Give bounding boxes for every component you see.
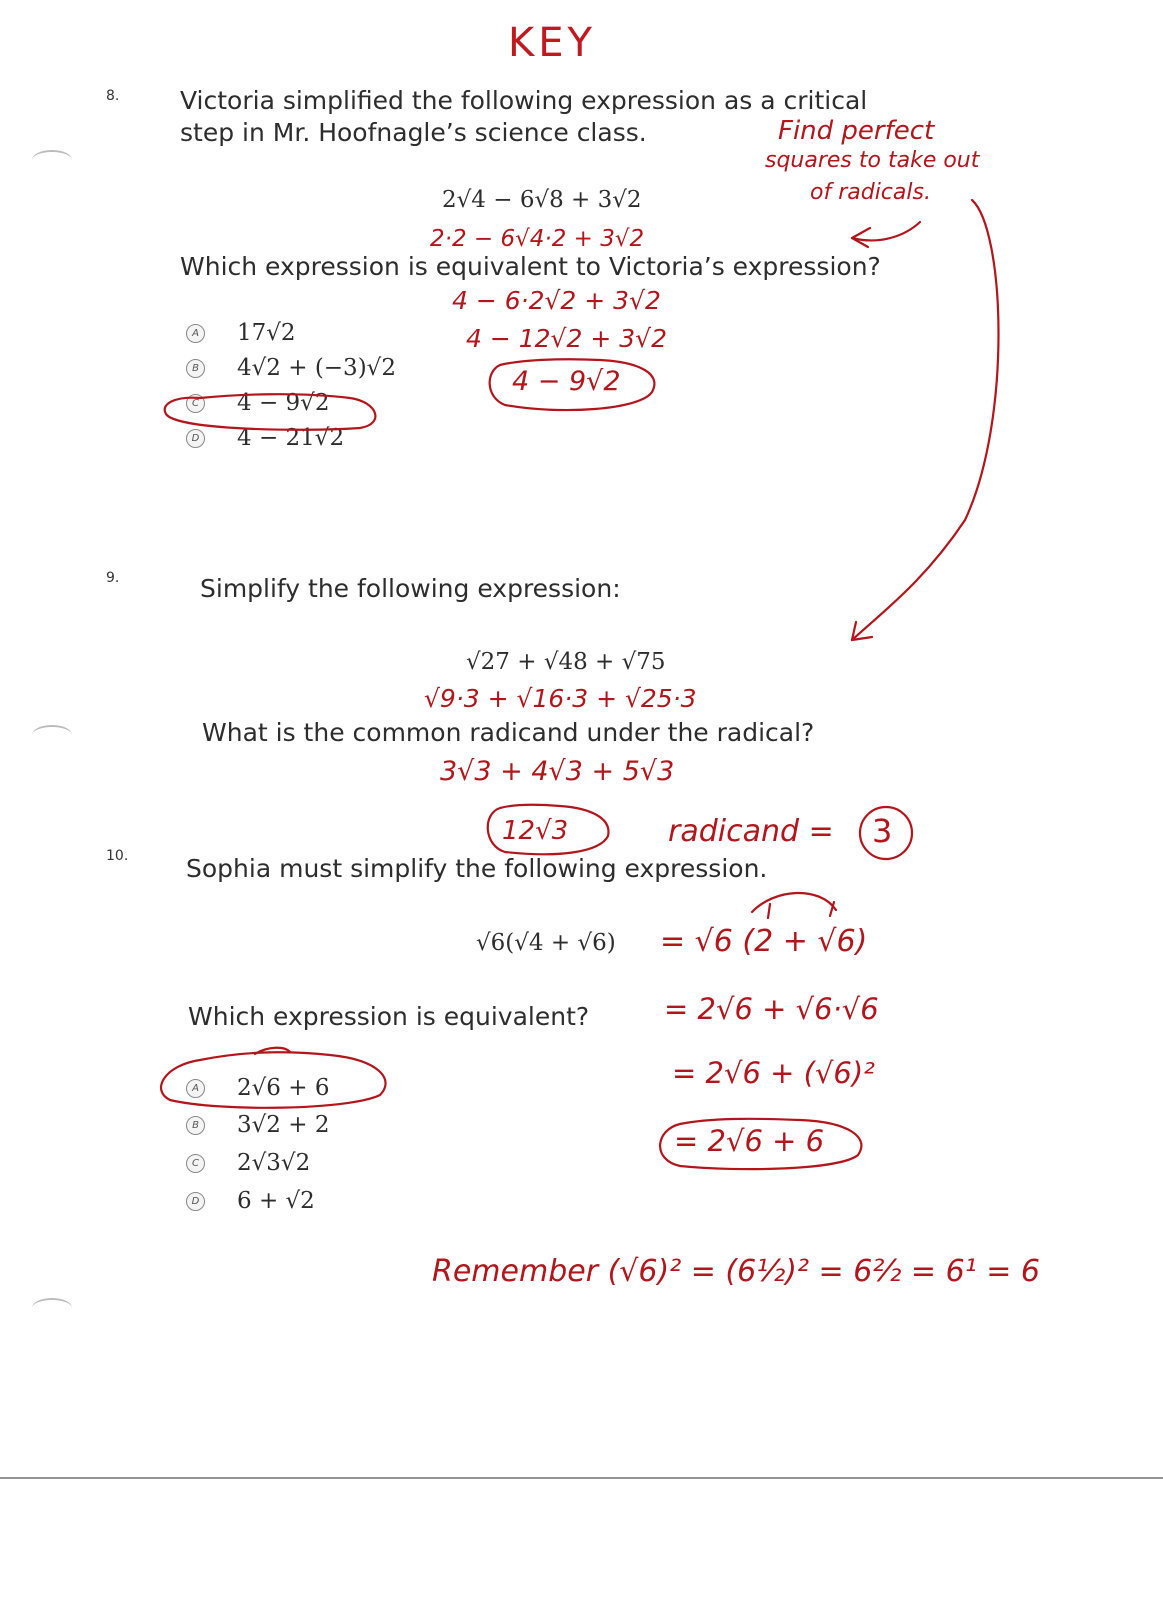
- question-10-expression: √6(√4 + √6): [476, 930, 616, 956]
- note-line3: of radicals.: [810, 180, 931, 205]
- q8-work-step3: 4 − 12√2 + 3√2: [466, 324, 667, 353]
- q9-work-answer: 12√3: [502, 816, 569, 846]
- q8-work-step1: 2·2 − 6√4·2 + 3√2: [430, 226, 645, 252]
- choice-letter: B: [186, 359, 205, 378]
- radicand-value: 3: [872, 812, 893, 850]
- choice-text: 6 + √2: [237, 1188, 315, 1214]
- q10-work-step3: = 2√6 + (√6)²: [672, 1056, 875, 1090]
- choice-letter: D: [186, 1192, 205, 1211]
- q10-work-step2: = 2√6 + √6·√6: [664, 992, 879, 1026]
- question-10-prompt: Which expression is equivalent?: [188, 1002, 590, 1031]
- choice-text: 4 − 21√2: [237, 425, 345, 451]
- question-8-text-line2: step in Mr. Hoofnagle’s science class.: [180, 118, 647, 147]
- choice-letter: D: [186, 429, 205, 448]
- question-8-prompt: Which expression is equivalent to Victoria’s expression?: [180, 252, 881, 281]
- remember-note: Remember (√6)² = (6½)² = 6²⁄₂ = 6¹ = 6: [432, 1254, 1040, 1289]
- q8-work-answer: 4 − 9√2: [512, 366, 621, 397]
- choice-letter: A: [186, 1079, 205, 1098]
- q9-work-step2: 3√3 + 4√3 + 5√3: [440, 756, 675, 787]
- q8-work-step2: 4 − 6·2√2 + 3√2: [452, 286, 661, 315]
- choice-text: 3√2 + 2: [237, 1112, 330, 1138]
- answer-key-title: KEY: [508, 20, 596, 66]
- choice-text: 2√3√2: [237, 1150, 311, 1176]
- q9-work-step1: √9·3 + √16·3 + √25·3: [424, 684, 697, 713]
- question-10-number: 10.: [106, 848, 129, 864]
- q10-work-answer: = 2√6 + 6: [674, 1124, 825, 1158]
- q10-work-step1: = √6 (2 + √6): [660, 924, 868, 959]
- choice-text: 4√2 + (−3)√2: [237, 355, 396, 381]
- question-9-expression: √27 + √48 + √75: [466, 649, 666, 675]
- question-9-prompt: What is the common radicand under the radical?: [202, 718, 815, 747]
- question-8-number: 8.: [106, 88, 120, 104]
- choice-text: 17√2: [237, 320, 296, 346]
- question-8-text-line1: Victoria simplified the following expression as a critical: [180, 86, 868, 115]
- choice-letter: C: [186, 394, 205, 413]
- radicand-label: radicand =: [668, 814, 834, 849]
- note-line1: Find perfect: [778, 116, 935, 146]
- question-10-text: Sophia must simplify the following expression.: [186, 854, 768, 883]
- question-8-expression: 2√4 − 6√8 + 3√2: [442, 187, 642, 213]
- choice-letter: C: [186, 1154, 205, 1173]
- choice-text: 4 − 9√2: [237, 390, 330, 416]
- choice-text: 2√6 + 6: [237, 1075, 330, 1101]
- choice-letter: A: [186, 324, 205, 343]
- question-9-text: Simplify the following expression:: [200, 574, 621, 603]
- note-line2: squares to take out: [765, 148, 980, 173]
- question-9-number: 9.: [106, 570, 120, 586]
- choice-letter: B: [186, 1116, 205, 1135]
